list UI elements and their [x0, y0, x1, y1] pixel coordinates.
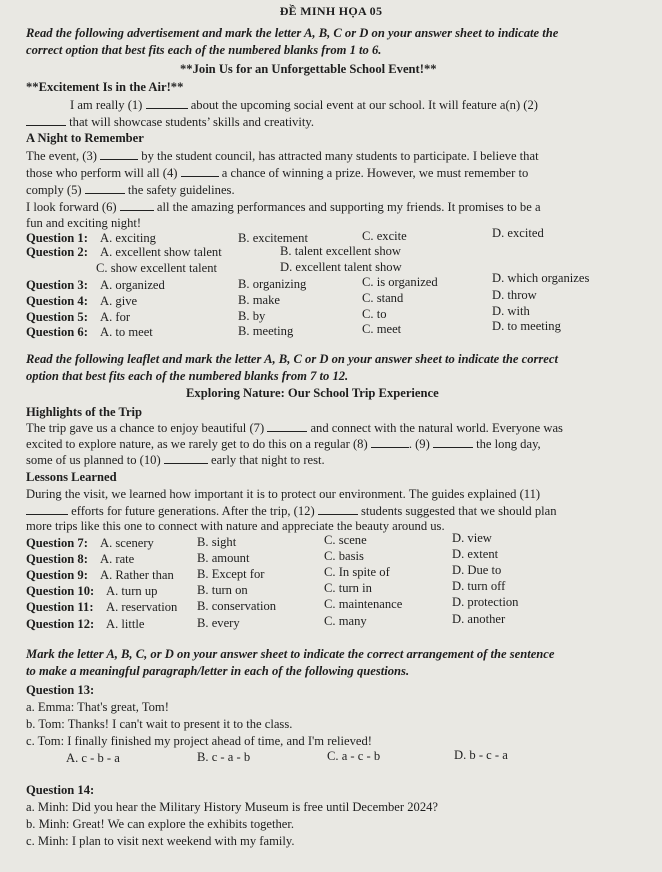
section1-instruction-line2: correct option that best fits each of the numbered blanks from 1 to 6. — [26, 43, 382, 57]
answer-blank — [26, 503, 68, 515]
ad-paragraph-line: fun and exciting night! — [26, 216, 142, 230]
option-c: C. stand — [362, 291, 404, 305]
leaflet-paragraph-line — [26, 420, 563, 436]
option-c: C. scene — [324, 533, 367, 547]
question-label: Question 2: — [26, 245, 88, 259]
question-label: Question 14: — [26, 783, 95, 797]
option-b: B. meeting — [238, 324, 294, 338]
question-label: Question 10: — [26, 584, 95, 598]
answer-blank — [371, 436, 409, 448]
ad-text: about the upcoming social event at our school. It will feature a(n) (2) — [190, 98, 538, 112]
ad-text: I look forward (6) — [26, 200, 117, 214]
section3-instruction-line1: Mark the letter A, B, C, or D on your answer sheet to indicate the correct arrangement of the sentence — [26, 647, 555, 661]
option-c: C. a - c - b — [327, 749, 381, 763]
answer-blank — [100, 148, 138, 160]
option-d: D. protection — [452, 595, 519, 609]
option-d: D. turn off — [452, 579, 506, 593]
answer-blank — [146, 97, 188, 109]
section3-instruction-line2: to make a meaningful paragraph/letter in each of the following questions. — [26, 664, 410, 678]
option-b: B. Except for — [197, 567, 265, 581]
question-label: Question 7: — [26, 536, 88, 550]
option-a: A. organized — [100, 278, 165, 292]
ad-paragraph-line — [26, 199, 541, 215]
ad-text: by the student council, has attracted many students to participate. I believe that — [141, 149, 539, 163]
arrangement-line: c. Minh: I plan to visit next weekend with my family. — [26, 834, 295, 848]
option-a: A. turn up — [106, 584, 158, 598]
option-c: C. many — [324, 614, 367, 628]
option-b: B. conservation — [197, 599, 277, 613]
leaflet-text: students suggested that we should plan — [360, 504, 557, 518]
option-d: D. Due to — [452, 563, 502, 577]
ad-paragraph-line — [70, 97, 538, 113]
option-a: A. to meet — [100, 325, 153, 339]
answer-blank — [85, 182, 125, 194]
question-label: Question 8: — [26, 552, 88, 566]
leaflet-paragraph-line: During the visit, we learned how important it is to protect our environment. The guides explained (11) — [26, 487, 541, 501]
question-label: Question 12: — [26, 617, 95, 631]
leaflet-paragraph-line: more trips like this one to connect with nature and appreciate the beauty around us. — [26, 519, 445, 533]
option-a: A. Rather than — [100, 568, 174, 582]
leaflet-text: efforts for future generations. After the trip, (12) — [71, 504, 315, 518]
option-d: D. extent — [452, 547, 499, 561]
question-label: Question 4: — [26, 294, 88, 308]
leaflet-heading-lessons: Lessons Learned — [26, 470, 117, 484]
option-d: D. another — [452, 612, 506, 626]
option-c: C. In spite of — [324, 565, 390, 579]
ad-text: The event, (3) — [26, 149, 97, 163]
option-b: B. organizing — [238, 277, 307, 291]
ad-title: **Join Us for an Unforgettable School Event!** — [180, 62, 437, 76]
option-c: C. is organized — [362, 275, 438, 289]
arrangement-line: a. Minh: Did you hear the Military History Museum is free until December 2024? — [26, 800, 439, 814]
leaflet-text: early that night to rest. — [210, 453, 325, 467]
option-b: B. sight — [197, 535, 237, 549]
question-label: Question 1: — [26, 231, 88, 245]
option-b: B. amount — [197, 551, 250, 565]
ad-heading-night: A Night to Remember — [26, 131, 144, 145]
ad-text: those who perform will all (4) — [26, 166, 178, 180]
option-b: B. make — [238, 293, 280, 307]
leaflet-heading-highlights: Highlights of the Trip — [26, 405, 143, 419]
option-a: A. reservation — [106, 600, 178, 614]
answer-blank — [318, 503, 358, 515]
answer-blank — [181, 165, 219, 177]
option-b: B. c - a - b — [197, 750, 251, 764]
answer-blank — [120, 199, 154, 211]
answer-blank — [26, 114, 66, 126]
ad-text: that will showcase students’ skills and creativity. — [69, 115, 314, 129]
leaflet-text: excited to explore nature, as we rarely get to do this on a regular (8) — [26, 437, 368, 451]
ad-text: the safety guidelines. — [127, 183, 235, 197]
leaflet-text: The trip gave us a chance to enjoy beautiful (7) — [26, 421, 265, 435]
leaflet-text: . (9) — [408, 437, 430, 451]
exam-header: ĐỀ MINH HỌA 05 — [279, 4, 383, 18]
option-d: D. to meeting — [492, 319, 561, 333]
answer-blank — [267, 420, 307, 432]
option-a: A. little — [106, 617, 145, 631]
arrangement-line: c. Tom: I finally finished my project ahead of time, and I'm relieved! — [26, 734, 372, 748]
question-label: Question 9: — [26, 568, 88, 582]
option-d: D. with — [492, 304, 530, 318]
ad-text: all the amazing performances and supporting my friends. It promises to be a — [156, 200, 541, 214]
answer-blank — [164, 452, 208, 464]
option-b: B. by — [238, 309, 266, 323]
leaflet-paragraph-line — [26, 452, 325, 468]
ad-paragraph-line — [26, 182, 235, 198]
option-d: D. b - c - a — [454, 748, 508, 762]
section2-instruction-line1: Read the following leaflet and mark the letter A, B, C or D on your answer sheet to indicate the correct — [26, 352, 558, 366]
question-label: Question 6: — [26, 325, 88, 339]
leaflet-text: some of us planned to (10) — [26, 453, 161, 467]
option-c: C. maintenance — [324, 597, 403, 611]
section1-instruction-line1: Read the following advertisement and mark the letter A, B, C or D on your answer sheet to indicate the — [26, 26, 559, 40]
option-c: C. excite — [362, 229, 407, 243]
option-a: A. scenery — [100, 536, 154, 550]
option-b: B. turn on — [197, 583, 248, 597]
leaflet-paragraph-line — [26, 503, 557, 519]
option-c: C. basis — [324, 549, 364, 563]
option-a: A. give — [100, 294, 138, 308]
arrangement-line: a. Emma: That's great, Tom! — [26, 700, 169, 714]
ad-text: comply (5) — [26, 183, 82, 197]
option-c: C. turn in — [324, 581, 372, 595]
arrangement-line: b. Tom: Thanks! I can't wait to present it to the class. — [26, 717, 293, 731]
option-b: B. every — [197, 616, 240, 630]
option-a: A. for — [100, 310, 131, 324]
question-label: Question 3: — [26, 278, 88, 292]
option-b: B. talent excellent show — [280, 244, 402, 258]
leaflet-text: and connect with the natural world. Everyone was — [310, 421, 563, 435]
option-d: D. excellent talent show — [280, 260, 402, 274]
question-label: Question 11: — [26, 600, 94, 614]
option-a: A. c - b - a — [66, 751, 120, 765]
section2-instruction-line2: option that best fits each of the numbered blanks from 7 to 12. — [26, 369, 349, 383]
ad-paragraph-line — [26, 114, 314, 130]
ad-subheading: **Excitement Is in the Air!** — [26, 80, 184, 94]
option-a: A. rate — [100, 552, 135, 566]
arrangement-line: b. Minh: Great! We can explore the exhibits together. — [26, 817, 295, 831]
answer-blank — [433, 436, 473, 448]
option-b: B. excitement — [238, 231, 308, 245]
option-c: C. show excellent talent — [96, 261, 218, 275]
option-d: D. excited — [492, 226, 544, 240]
leaflet-text: the long day, — [476, 437, 541, 451]
question-label: Question 13: — [26, 683, 95, 697]
ad-text: I am really (1) — [70, 98, 143, 112]
option-a: A. excellent show talent — [100, 245, 222, 259]
ad-paragraph-line — [26, 148, 539, 164]
option-d: D. view — [452, 531, 492, 545]
ad-text: a chance of winning a prize. However, we must remember to — [221, 166, 529, 180]
option-a: A. exciting — [100, 231, 156, 245]
option-c: C. meet — [362, 322, 402, 336]
question-label: Question 5: — [26, 310, 88, 324]
option-d: D. which organizes — [492, 271, 590, 285]
leaflet-title: Exploring Nature: Our School Trip Experience — [186, 386, 439, 400]
option-d: D. throw — [492, 288, 537, 302]
ad-paragraph-line — [26, 165, 528, 181]
leaflet-paragraph-line — [26, 436, 541, 452]
option-c: C. to — [362, 307, 387, 321]
